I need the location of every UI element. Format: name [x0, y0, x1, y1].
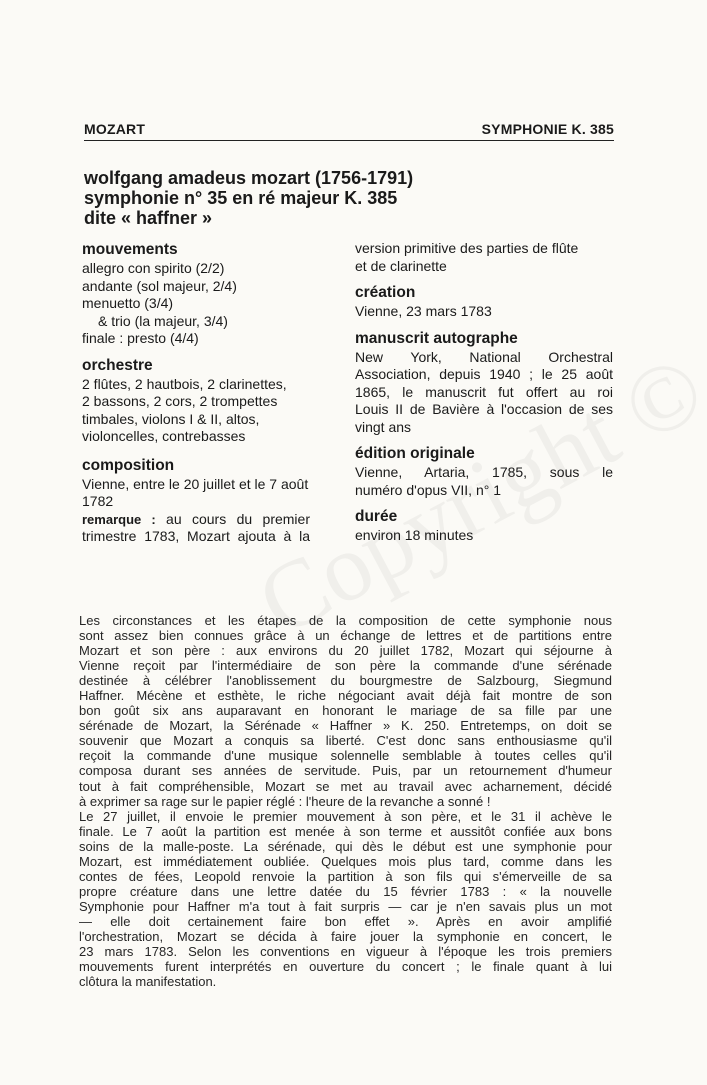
section-heading: création: [355, 284, 416, 301]
manuscript-line: vingt ans: [355, 418, 412, 435]
orchestra-line: timbales, violons I & II, altos,: [82, 410, 260, 427]
body-text-line: composa durant ses années de servitude. Puis, par un retournement d'humeur: [79, 763, 612, 779]
manuscript-line: Louis II de Bavière à l'occasion de ses: [355, 401, 613, 417]
section-body: [355, 349, 613, 437]
section-mouvements: [82, 240, 310, 348]
right-column: [355, 240, 613, 545]
section-heading: édition originale: [355, 445, 475, 462]
body-text-line: mouvements furent interprétés en ouverture du concert ; le finale quant à lui: [79, 959, 612, 975]
section-edition: [355, 444, 613, 499]
body-text-line: Haffner. Mécène et esthète, le riche négociant avait déjà fait montre de son: [79, 688, 612, 704]
body-text-line: — elle doit certainement faire bon effet ». Après en avoir amplifié: [79, 913, 612, 929]
left-column: [82, 240, 310, 546]
manuscript-line: 1865, le manuscrit fut offert au roi: [355, 383, 613, 400]
body-text-line: tout à fait compréhensible, Mozart se met au travail avec acharnement, décidé: [79, 778, 612, 794]
body-text-line: sont assez bien connues grâce à un échange de lettres et de partitions entre: [79, 628, 612, 644]
duration-line: environ 18 minutes: [355, 527, 474, 543]
section-composition: [82, 456, 310, 546]
body-text-line: reçoit la commande d'une musique solennelle semblable à toutes celles qu'il: [79, 748, 612, 764]
remarque-line: trimestre 1783, Mozart ajouta à la: [82, 528, 310, 544]
remarque-label: remarque :: [82, 511, 156, 527]
movement-line: & trio (la majeur, 3/4): [98, 312, 228, 329]
body-text-line: clôtura la manifestation.: [79, 974, 217, 990]
body-text-line: soins de la malle-poste. La sérénade, qui dès le début est une symphonie pour: [79, 838, 612, 854]
section-creation: [355, 283, 613, 321]
body-text-line: propre créature dans une lettre datée du 15 février 1783 : « la nouvelle: [79, 883, 612, 899]
remarque-continuation: version primitive des parties de flûte: [355, 240, 579, 256]
movement-line: finale : presto (4/4): [82, 330, 199, 346]
section-body: [355, 303, 613, 321]
body-text-line: l'orchestration, Mozart se décida à faire jouer la symphonie en concert, le: [79, 928, 612, 944]
title-symphony: symphonie n° 35 en ré majeur K. 385: [84, 188, 398, 208]
body-text-line: Les circonstances et les étapes de la composition de cette symphonie nous: [79, 613, 612, 628]
section-heading: manuscrit autographe: [355, 329, 518, 347]
section-body: [82, 260, 310, 348]
section-heading: mouvements: [82, 241, 178, 258]
remarque-text: au cours du premier: [166, 510, 310, 527]
body-text-line: Symphonie pour Haffner m'a tout à fait surpris — car je n'en savais plus un mot: [79, 898, 612, 914]
orchestra-line: violoncelles, contrebasses: [82, 428, 246, 444]
edition-line: numéro d'opus VII, n° 1: [355, 481, 502, 498]
edition-line: Vienne, Artaria, 1785, sous le: [355, 464, 613, 480]
body-text-line: à exprimer sa rage sur le papier réglé : l'heure de la revanche a sonné !: [79, 793, 491, 809]
section-heading: durée: [355, 508, 398, 525]
body-text-line: bon goût six ans auparavant en honorant le mariage de sa fille par une: [79, 703, 612, 719]
program-note-body: [79, 613, 612, 989]
running-header: [84, 121, 614, 137]
orchestra-line: 2 flûtes, 2 hautbois, 2 clarinettes,: [82, 375, 287, 392]
body-text-line: Mozart et son père : aux environs du 20 juillet 1782, Mozart qui séjourne à: [79, 643, 612, 659]
title-nickname: dite « haffner »: [84, 208, 213, 228]
continued-remarque: [355, 240, 613, 275]
body-text-line: sérénade de Mozart, la Sérénade « Haffner » K. 250. Entretemps, on doit se: [79, 718, 612, 734]
section-manuscrit: [355, 329, 613, 437]
body-text-line: souvenir que Mozart a conquis sa liberté. C'est donc sans enthousiasme qu'il: [79, 733, 612, 749]
body-text-line: Le 27 juillet, il envoie le premier mouvement à son père, et le 31 il achève le: [79, 808, 612, 824]
section-body: [355, 527, 613, 545]
creation-line: Vienne, 23 mars 1783: [355, 303, 492, 319]
orchestra-line: 2 bassons, 2 cors, 2 trompettes: [82, 393, 278, 409]
header-work: SYMPHONIE K. 385: [481, 121, 614, 137]
remarque-line: [82, 511, 310, 529]
title-composer: wolfgang amadeus mozart (1756-1791): [84, 168, 414, 188]
manuscript-line: New York, National Orchestral: [355, 348, 613, 365]
section-body: [355, 464, 613, 499]
body-text-line: contes de fées, Leopold renvoie la partition à son fils qui s'émerveille de sa: [79, 868, 612, 884]
header-rule: [84, 140, 614, 141]
body-text-line: destinée à célébrer l'anoblissement du bourgmestre de Salzbourg, Siegmund: [79, 673, 612, 689]
body-text-line: Vienne reçoit par l'intermédiaire de son père la commande d'une sérénade: [79, 658, 612, 674]
movement-line: allegro con spirito (2/2): [82, 260, 225, 276]
header-composer: MOZART: [84, 121, 146, 137]
remarque-continuation: et de clarinette: [355, 257, 447, 274]
work-title: [84, 168, 614, 228]
movement-line: menuetto (3/4): [82, 295, 174, 311]
manuscript-line: Association, depuis 1940 ; le 25 août: [355, 366, 613, 382]
composition-line: Vienne, entre le 20 juillet et le 7 août: [82, 475, 309, 492]
movement-line: andante (sol majeur, 2/4): [82, 277, 237, 294]
section-heading: composition: [82, 456, 175, 474]
section-heading: orchestre: [82, 356, 153, 374]
body-text-line: 23 mars 1783. Selon les conventions en vigueur à l'époque les trois premiers: [79, 944, 612, 960]
section-duree: [355, 507, 613, 545]
body-text-line: Mozart, est immédiatement oubliée. Quelques mois plus tard, comme dans les: [79, 853, 612, 869]
composition-line: 1782: [82, 493, 114, 509]
body-text-line: finale. Le 7 août la partition est menée à son terme et aussitôt confiée aux bons: [79, 823, 612, 839]
section-body: [82, 476, 310, 546]
section-body: [82, 376, 310, 446]
section-orchestre: [82, 356, 310, 446]
